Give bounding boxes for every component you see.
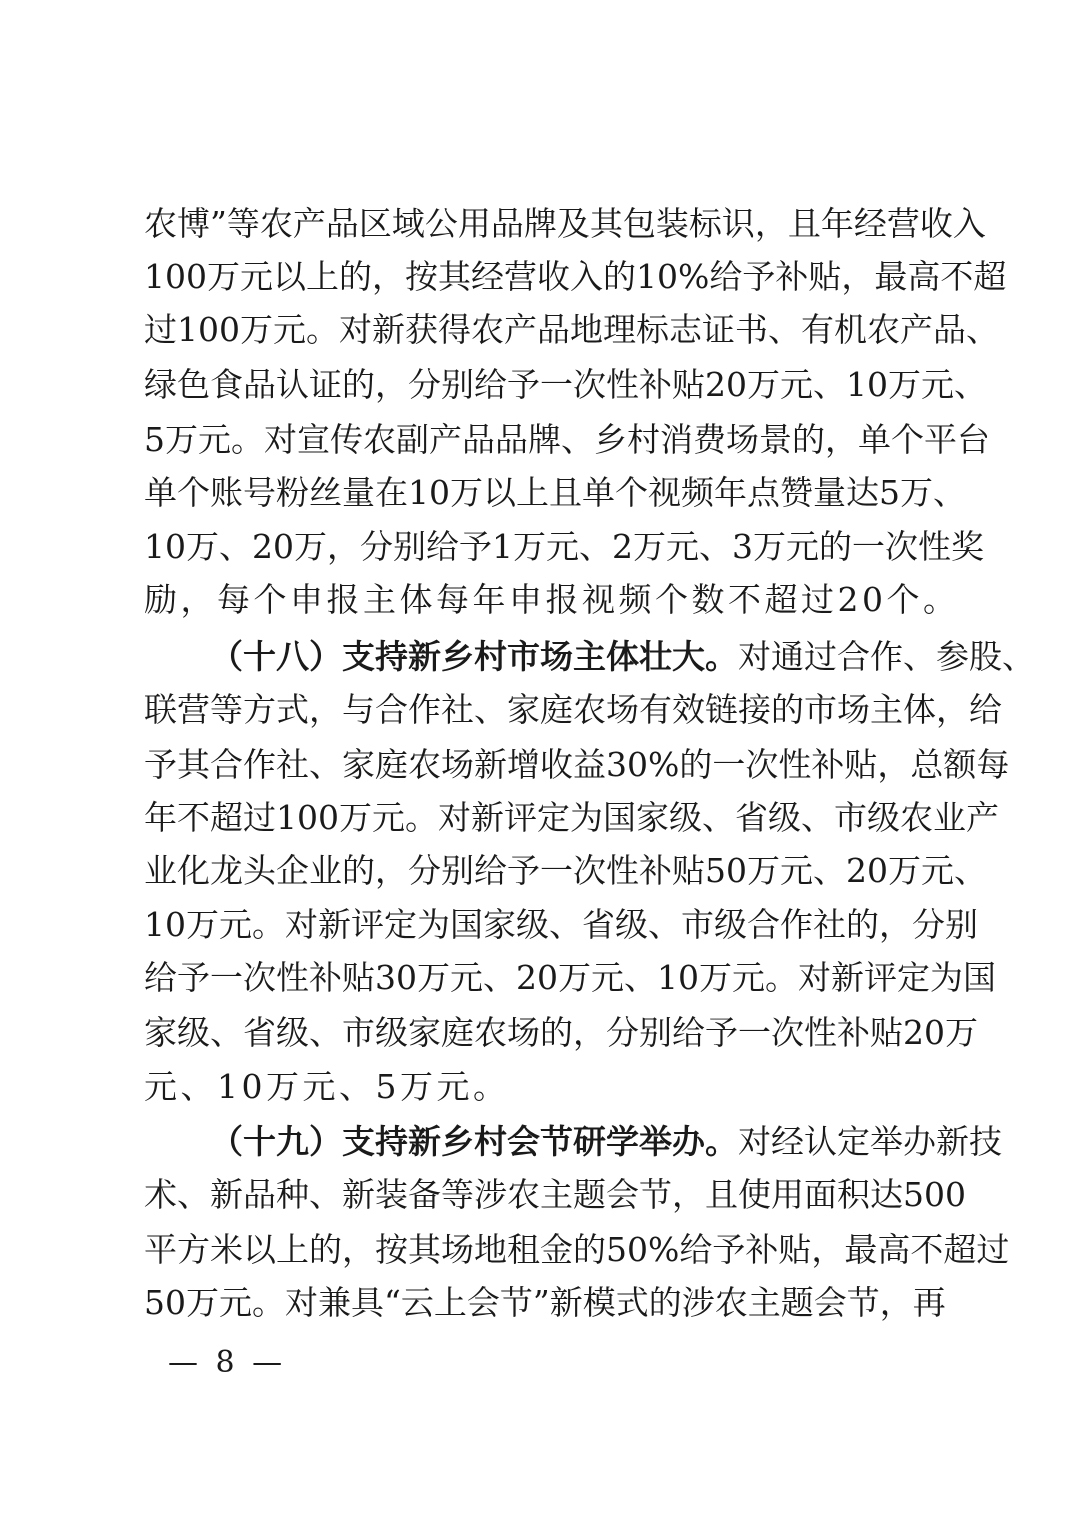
body-text-line: 年不超过100万元。对新评定为国家级、省级、市级农业产 — [144, 798, 999, 837]
page-number: — 8 — — [168, 1345, 287, 1380]
body-text-line: 50万元。对兼具“云上会节”新模式的涉农主题会节，再 — [144, 1283, 946, 1322]
section-19-first-line — [210, 1122, 1002, 1162]
body-text-line: 10万、20万，分别给予1万元、2万元、3万元的一次性奖 — [144, 527, 984, 566]
body-text-line: 术、新品种、新装备等涉农主题会节，且使用面积达500 — [144, 1175, 966, 1214]
body-text-line: 联营等方式，与合作社、家庭农场有效链接的市场主体，给 — [144, 690, 1002, 729]
section-19-heading: （十九）支持新乡村会节研学举办。 — [210, 1122, 738, 1161]
body-text-line: 100万元以上的，按其经营收入的10%给予补贴，最高不超 — [144, 257, 1007, 296]
body-text-line: 励，每个申报主体每年申报视频个数不超过20个。 — [144, 580, 960, 619]
body-text-line: 农博”等农产品区域公用品牌及其包装标识，且年经营收入 — [144, 204, 986, 243]
body-text-line: 业化龙头企业的，分别给予一次性补贴50万元、20万元、 — [144, 851, 987, 890]
body-text-line: 家级、省级、市级家庭农场的，分别给予一次性补贴20万 — [144, 1013, 978, 1052]
body-text-line: 过100万元。对新获得农产品地理标志证书、有机农产品、 — [144, 310, 999, 349]
body-text-line: 5万元。对宣传农副产品品牌、乡村消费场景的，单个平台 — [144, 420, 990, 459]
body-text-line: 10万元。对新评定为国家级、省级、市级合作社的，分别 — [144, 905, 978, 944]
section-18-text: 对通过合作、参股、 — [738, 637, 1035, 676]
body-text-line: 平方米以上的，按其场地租金的50%给予补贴，最高不超过 — [144, 1230, 1010, 1269]
section-18-first-line — [210, 637, 1035, 677]
body-text-line: 元、10万元、5万元。 — [144, 1067, 510, 1106]
body-text-line: 予其合作社、家庭农场新增收益30%的一次性补贴，总额每 — [144, 745, 1010, 784]
body-text-line: 绿色食品认证的，分别给予一次性补贴20万元、10万元、 — [144, 365, 987, 404]
section-19-text: 对经认定举办新技 — [738, 1122, 1002, 1161]
body-text-line: 单个账号粉丝量在10万以上且单个视频年点赞量达5万、 — [144, 473, 966, 512]
body-text-line: 给予一次性补贴30万元、20万元、10万元。对新评定为国 — [144, 958, 996, 997]
section-18-heading: （十八）支持新乡村市场主体壮大。 — [210, 637, 738, 676]
